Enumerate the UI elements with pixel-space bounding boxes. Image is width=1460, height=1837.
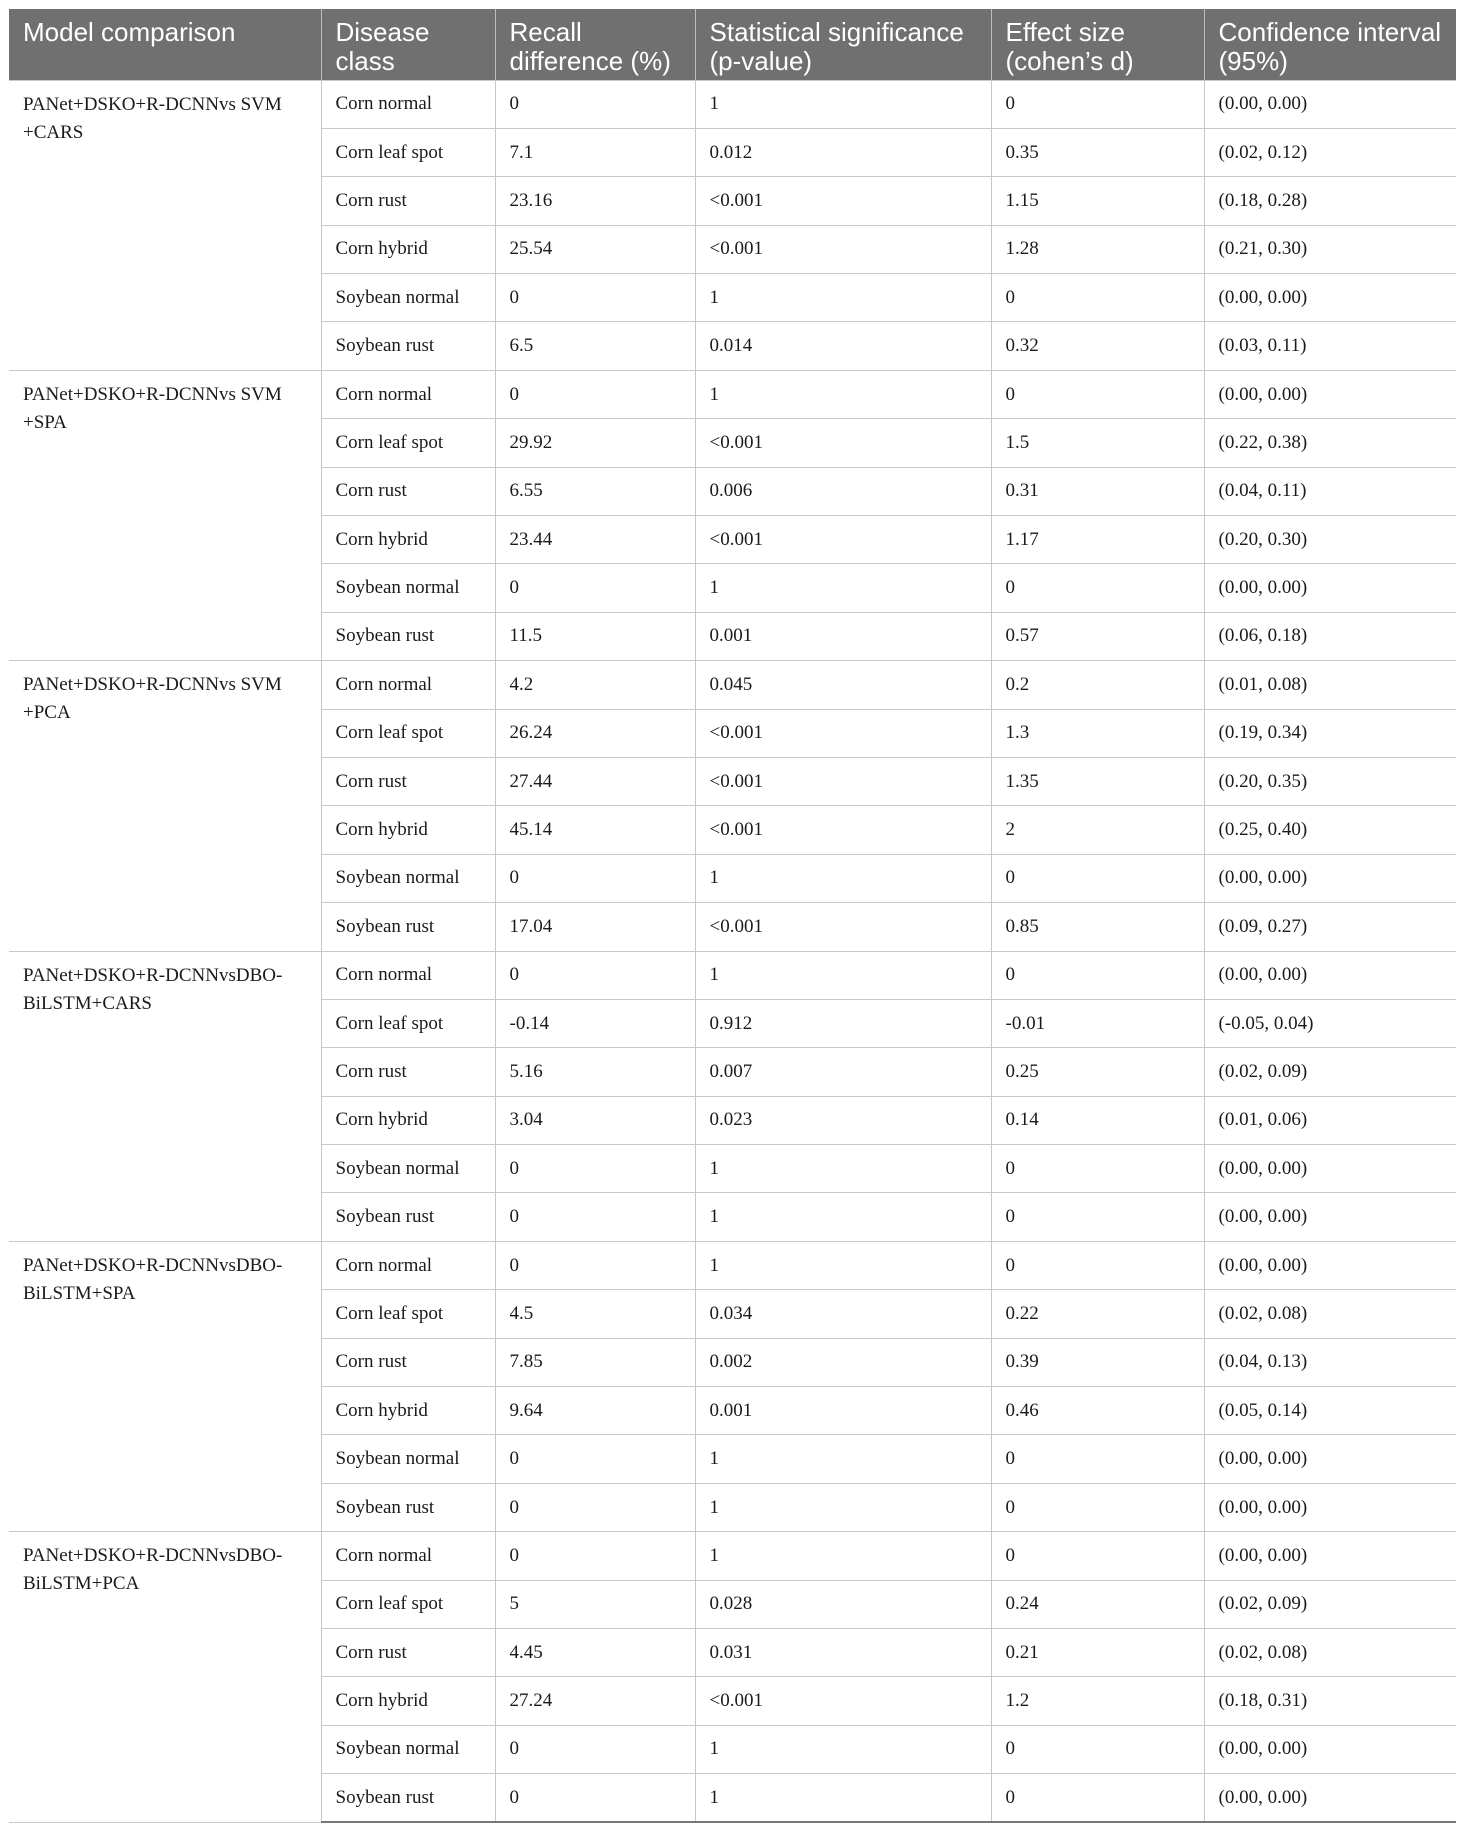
recall-difference-cell: 9.64 <box>495 1387 695 1435</box>
effect-size-cell: 0.57 <box>991 612 1204 660</box>
confidence-interval-cell: (0.01, 0.06) <box>1204 1096 1456 1144</box>
effect-size-cell: 1.17 <box>991 516 1204 564</box>
effect-size-cell: 0 <box>991 1483 1204 1531</box>
header-confidence-interval: Confidence interval (95%) <box>1204 9 1456 80</box>
disease-class-cell: Soybean rust <box>321 1193 495 1241</box>
confidence-interval-cell: (0.00, 0.00) <box>1204 1774 1456 1822</box>
p-value-cell: 0.014 <box>695 322 991 370</box>
p-value-cell: <0.001 <box>695 903 991 951</box>
p-value-cell: 0.045 <box>695 661 991 709</box>
confidence-interval-cell: (0.00, 0.00) <box>1204 1532 1456 1580</box>
confidence-interval-cell: (0.22, 0.38) <box>1204 419 1456 467</box>
recall-difference-cell: 0 <box>495 1435 695 1483</box>
disease-class-cell: Corn leaf spot <box>321 999 495 1047</box>
recall-difference-cell: 27.24 <box>495 1677 695 1725</box>
header-model-comparison: Model comparison <box>9 9 321 80</box>
disease-class-cell: Corn leaf spot <box>321 128 495 176</box>
p-value-cell: 1 <box>695 564 991 612</box>
confidence-interval-cell: (0.00, 0.00) <box>1204 564 1456 612</box>
recall-difference-cell: -0.14 <box>495 999 695 1047</box>
p-value-cell: 0.001 <box>695 1387 991 1435</box>
disease-class-cell: Corn leaf spot <box>321 709 495 757</box>
p-value-cell: 0.007 <box>695 1048 991 1096</box>
effect-size-cell: 0 <box>991 1241 1204 1289</box>
confidence-interval-cell: (0.00, 0.00) <box>1204 274 1456 322</box>
disease-class-cell: Corn hybrid <box>321 225 495 273</box>
recall-difference-cell: 0 <box>495 1483 695 1531</box>
effect-size-cell: 1.5 <box>991 419 1204 467</box>
effect-size-cell: 0.85 <box>991 903 1204 951</box>
confidence-interval-cell: (0.04, 0.13) <box>1204 1338 1456 1386</box>
p-value-cell: 1 <box>695 1725 991 1773</box>
recall-difference-cell: 0 <box>495 274 695 322</box>
p-value-cell: <0.001 <box>695 225 991 273</box>
recall-difference-cell: 0 <box>495 370 695 418</box>
recall-difference-cell: 4.2 <box>495 661 695 709</box>
p-value-cell: 1 <box>695 80 991 128</box>
effect-size-cell: 0.22 <box>991 1290 1204 1338</box>
p-value-cell: <0.001 <box>695 177 991 225</box>
table-row <box>9 370 1456 418</box>
disease-class-cell: Corn leaf spot <box>321 1580 495 1628</box>
recall-difference-cell: 0 <box>495 1241 695 1289</box>
confidence-interval-cell: (0.00, 0.00) <box>1204 1725 1456 1773</box>
p-value-cell: <0.001 <box>695 709 991 757</box>
confidence-interval-cell: (0.02, 0.09) <box>1204 1580 1456 1628</box>
recall-difference-cell: 26.24 <box>495 709 695 757</box>
recall-difference-cell: 0 <box>495 564 695 612</box>
header-effect-size: Effect size (cohen’s d) <box>991 9 1204 80</box>
disease-class-cell: Soybean normal <box>321 564 495 612</box>
disease-class-cell: Corn normal <box>321 661 495 709</box>
disease-class-cell: Soybean normal <box>321 1435 495 1483</box>
effect-size-cell: 0.2 <box>991 661 1204 709</box>
effect-size-cell: 0.25 <box>991 1048 1204 1096</box>
effect-size-cell: -0.01 <box>991 999 1204 1047</box>
confidence-interval-cell: (0.18, 0.28) <box>1204 177 1456 225</box>
disease-class-cell: Corn normal <box>321 1532 495 1580</box>
p-value-cell: 0.034 <box>695 1290 991 1338</box>
disease-class-cell: Corn rust <box>321 757 495 805</box>
disease-class-cell: Corn normal <box>321 1241 495 1289</box>
p-value-cell: 0.001 <box>695 612 991 660</box>
effect-size-cell: 0.46 <box>991 1387 1204 1435</box>
table-body <box>9 80 1456 1822</box>
disease-class-cell: Soybean normal <box>321 854 495 902</box>
effect-size-cell: 1.35 <box>991 757 1204 805</box>
header-row <box>9 9 1456 80</box>
disease-class-cell: Soybean normal <box>321 1725 495 1773</box>
confidence-interval-cell: (0.00, 0.00) <box>1204 1193 1456 1241</box>
effect-size-cell: 0 <box>991 1774 1204 1822</box>
p-value-cell: <0.001 <box>695 757 991 805</box>
effect-size-cell: 0 <box>991 564 1204 612</box>
p-value-cell: <0.001 <box>695 806 991 854</box>
p-value-cell: 0.023 <box>695 1096 991 1144</box>
confidence-interval-cell: (0.18, 0.31) <box>1204 1677 1456 1725</box>
table-header <box>9 9 1456 80</box>
recall-difference-cell: 4.5 <box>495 1290 695 1338</box>
confidence-interval-cell: (0.19, 0.34) <box>1204 709 1456 757</box>
effect-size-cell: 0 <box>991 951 1204 999</box>
effect-size-cell: 0.32 <box>991 322 1204 370</box>
effect-size-cell: 0 <box>991 370 1204 418</box>
disease-class-cell: Corn rust <box>321 177 495 225</box>
recall-difference-cell: 17.04 <box>495 903 695 951</box>
p-value-cell: <0.001 <box>695 516 991 564</box>
model-comparison-cell: PANet+DSKO+R-DCNNvsDBO-BiLSTM+SPA <box>9 1241 321 1531</box>
disease-class-cell: Soybean rust <box>321 612 495 660</box>
confidence-interval-cell: (0.00, 0.00) <box>1204 854 1456 902</box>
recall-difference-cell: 5 <box>495 1580 695 1628</box>
disease-class-cell: Corn rust <box>321 1048 495 1096</box>
recall-difference-cell: 0 <box>495 951 695 999</box>
effect-size-cell: 0.35 <box>991 128 1204 176</box>
effect-size-cell: 0 <box>991 1532 1204 1580</box>
p-value-cell: 1 <box>695 951 991 999</box>
p-value-cell: 1 <box>695 1774 991 1822</box>
confidence-interval-cell: (0.00, 0.00) <box>1204 1435 1456 1483</box>
disease-class-cell: Corn hybrid <box>321 516 495 564</box>
disease-class-cell: Corn rust <box>321 1629 495 1677</box>
model-comparison-cell: PANet+DSKO+R-DCNNvs SVM +CARS <box>9 80 321 370</box>
table-row <box>9 1241 1456 1289</box>
confidence-interval-cell: (0.00, 0.00) <box>1204 1483 1456 1531</box>
effect-size-cell: 0 <box>991 1193 1204 1241</box>
p-value-cell: <0.001 <box>695 1677 991 1725</box>
confidence-interval-cell: (0.20, 0.35) <box>1204 757 1456 805</box>
p-value-cell: 1 <box>695 1483 991 1531</box>
recall-difference-cell: 0 <box>495 1774 695 1822</box>
recall-difference-cell: 27.44 <box>495 757 695 805</box>
confidence-interval-cell: (0.04, 0.11) <box>1204 467 1456 515</box>
confidence-interval-cell: (-0.05, 0.04) <box>1204 999 1456 1047</box>
confidence-interval-cell: (0.02, 0.12) <box>1204 128 1456 176</box>
disease-class-cell: Corn hybrid <box>321 1677 495 1725</box>
effect-size-cell: 0 <box>991 274 1204 322</box>
recall-difference-cell: 23.44 <box>495 516 695 564</box>
recall-difference-cell: 3.04 <box>495 1096 695 1144</box>
p-value-cell: 0.012 <box>695 128 991 176</box>
p-value-cell: 1 <box>695 854 991 902</box>
header-recall-difference: Recall difference (%) <box>495 9 695 80</box>
effect-size-cell: 0 <box>991 854 1204 902</box>
effect-size-cell: 1.2 <box>991 1677 1204 1725</box>
disease-class-cell: Soybean rust <box>321 1774 495 1822</box>
recall-difference-cell: 0 <box>495 80 695 128</box>
disease-class-cell: Soybean normal <box>321 274 495 322</box>
recall-difference-cell: 6.5 <box>495 322 695 370</box>
table-row <box>9 661 1456 709</box>
disease-class-cell: Corn hybrid <box>321 1387 495 1435</box>
disease-class-cell: Corn rust <box>321 1338 495 1386</box>
effect-size-cell: 1.28 <box>991 225 1204 273</box>
effect-size-cell: 0.21 <box>991 1629 1204 1677</box>
model-comparison-cell: PANet+DSKO+R-DCNNvs SVM +SPA <box>9 370 321 660</box>
effect-size-cell: 0.39 <box>991 1338 1204 1386</box>
disease-class-cell: Corn rust <box>321 467 495 515</box>
recall-difference-cell: 0 <box>495 1725 695 1773</box>
effect-size-cell: 0 <box>991 1145 1204 1193</box>
p-value-cell: 1 <box>695 1435 991 1483</box>
p-value-cell: 1 <box>695 1193 991 1241</box>
confidence-interval-cell: (0.06, 0.18) <box>1204 612 1456 660</box>
disease-class-cell: Soybean rust <box>321 322 495 370</box>
disease-class-cell: Corn normal <box>321 80 495 128</box>
recall-difference-cell: 6.55 <box>495 467 695 515</box>
effect-size-cell: 0 <box>991 1435 1204 1483</box>
p-value-cell: 1 <box>695 274 991 322</box>
effect-size-cell: 0.14 <box>991 1096 1204 1144</box>
effect-size-cell: 2 <box>991 806 1204 854</box>
recall-difference-cell: 11.5 <box>495 612 695 660</box>
effect-size-cell: 1.3 <box>991 709 1204 757</box>
model-comparison-cell: PANet+DSKO+R-DCNNvsDBO-BiLSTM+PCA <box>9 1532 321 1822</box>
disease-class-cell: Soybean rust <box>321 1483 495 1531</box>
confidence-interval-cell: (0.00, 0.00) <box>1204 1241 1456 1289</box>
p-value-cell: 0.028 <box>695 1580 991 1628</box>
disease-class-cell: Corn normal <box>321 951 495 999</box>
disease-class-cell: Corn normal <box>321 370 495 418</box>
confidence-interval-cell: (0.02, 0.08) <box>1204 1290 1456 1338</box>
header-disease-class: Disease class <box>321 9 495 80</box>
confidence-interval-cell: (0.00, 0.00) <box>1204 80 1456 128</box>
recall-difference-cell: 0 <box>495 1193 695 1241</box>
table-row <box>9 80 1456 128</box>
recall-difference-cell: 0 <box>495 1145 695 1193</box>
comparison-table <box>9 9 1456 1823</box>
confidence-interval-cell: (0.00, 0.00) <box>1204 370 1456 418</box>
effect-size-cell: 1.15 <box>991 177 1204 225</box>
p-value-cell: 0.006 <box>695 467 991 515</box>
effect-size-cell: 0.24 <box>991 1580 1204 1628</box>
disease-class-cell: Corn leaf spot <box>321 419 495 467</box>
recall-difference-cell: 45.14 <box>495 806 695 854</box>
table-row <box>9 1532 1456 1580</box>
confidence-interval-cell: (0.02, 0.08) <box>1204 1629 1456 1677</box>
confidence-interval-cell: (0.00, 0.00) <box>1204 951 1456 999</box>
p-value-cell: <0.001 <box>695 419 991 467</box>
disease-class-cell: Corn hybrid <box>321 806 495 854</box>
p-value-cell: 1 <box>695 1241 991 1289</box>
table-row <box>9 951 1456 999</box>
disease-class-cell: Corn leaf spot <box>321 1290 495 1338</box>
confidence-interval-cell: (0.01, 0.08) <box>1204 661 1456 709</box>
p-value-cell: 0.912 <box>695 999 991 1047</box>
p-value-cell: 1 <box>695 370 991 418</box>
recall-difference-cell: 29.92 <box>495 419 695 467</box>
confidence-interval-cell: (0.25, 0.40) <box>1204 806 1456 854</box>
p-value-cell: 1 <box>695 1145 991 1193</box>
confidence-interval-cell: (0.20, 0.30) <box>1204 516 1456 564</box>
disease-class-cell: Corn hybrid <box>321 1096 495 1144</box>
recall-difference-cell: 0 <box>495 1532 695 1580</box>
confidence-interval-cell: (0.09, 0.27) <box>1204 903 1456 951</box>
header-p-value: Statistical significance (p-value) <box>695 9 991 80</box>
confidence-interval-cell: (0.05, 0.14) <box>1204 1387 1456 1435</box>
recall-difference-cell: 4.45 <box>495 1629 695 1677</box>
recall-difference-cell: 23.16 <box>495 177 695 225</box>
disease-class-cell: Soybean normal <box>321 1145 495 1193</box>
effect-size-cell: 0.31 <box>991 467 1204 515</box>
effect-size-cell: 0 <box>991 80 1204 128</box>
confidence-interval-cell: (0.00, 0.00) <box>1204 1145 1456 1193</box>
p-value-cell: 0.002 <box>695 1338 991 1386</box>
p-value-cell: 0.031 <box>695 1629 991 1677</box>
recall-difference-cell: 7.1 <box>495 128 695 176</box>
recall-difference-cell: 0 <box>495 854 695 902</box>
model-comparison-cell: PANet+DSKO+R-DCNNvs SVM +PCA <box>9 661 321 951</box>
disease-class-cell: Soybean rust <box>321 903 495 951</box>
model-comparison-cell: PANet+DSKO+R-DCNNvsDBO-BiLSTM+CARS <box>9 951 321 1241</box>
recall-difference-cell: 7.85 <box>495 1338 695 1386</box>
confidence-interval-cell: (0.02, 0.09) <box>1204 1048 1456 1096</box>
confidence-interval-cell: (0.21, 0.30) <box>1204 225 1456 273</box>
recall-difference-cell: 5.16 <box>495 1048 695 1096</box>
recall-difference-cell: 25.54 <box>495 225 695 273</box>
effect-size-cell: 0 <box>991 1725 1204 1773</box>
p-value-cell: 1 <box>695 1532 991 1580</box>
confidence-interval-cell: (0.03, 0.11) <box>1204 322 1456 370</box>
